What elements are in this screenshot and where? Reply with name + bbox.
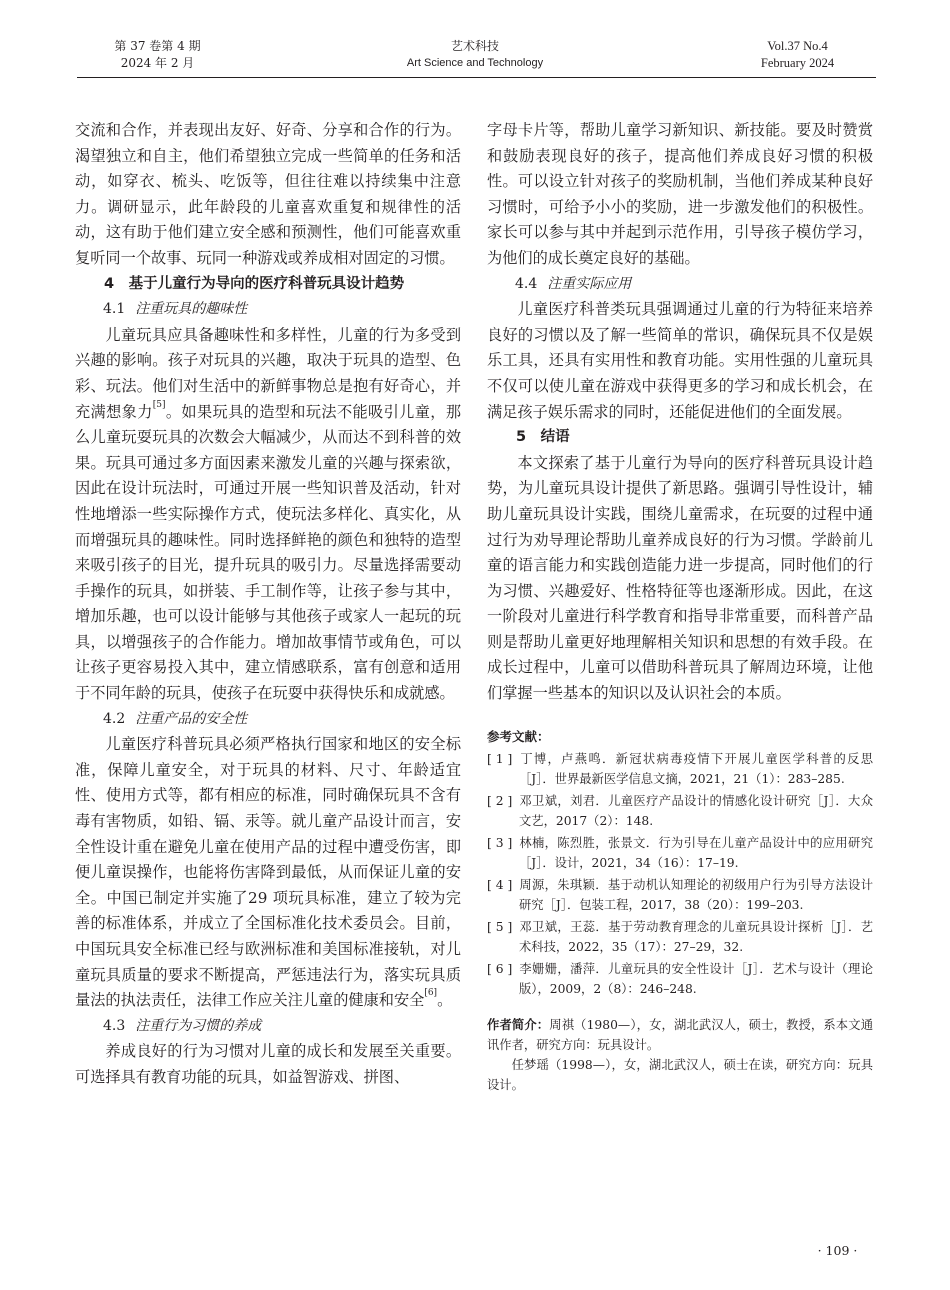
reference-item	[487, 875, 873, 915]
paragraph-text: 儿童医疗科普玩具必须严格执行国家和地区的安全标准，保障儿童安全，对于玩具的材料、尺寸、年龄适宜性、使用方式等，都有相应的标准，同时确保玩具不含有毒有害物质，如铅、镉、汞等。就儿童产品设计而言，安全性设计重在避免儿童在使用产品的过程中遭受伤害，即便儿童误操作，也能将伤害降到最低，从而保证儿童的安全。中国已制定并实施了29 项玩具标准，建立了较为完善的标准体系，并成立了全国标准化技术委员会。目前，中国玩具安全标准已经与欧洲标准和美国标准接轨，对儿童玩具质量的要求不断提高，严惩违法行为，落实玩具质量法的执法责任，法律工作应关注儿童的健康和安全	[75, 735, 461, 1010]
reference-index: [ 6 ]	[487, 961, 513, 976]
reference-item	[487, 749, 873, 789]
page-number: · 109 ·	[817, 1243, 858, 1258]
reference-item	[487, 791, 873, 831]
header-issue	[100, 38, 215, 72]
header-volume: 第 37 卷第 4 期	[114, 39, 201, 53]
citation: [5]	[152, 399, 166, 410]
reference-index: [ 4 ]	[487, 877, 513, 892]
reference-index: [ 1 ]	[487, 751, 513, 766]
reference-text: 李姗姗，潘萍．儿童玩具的安全性设计［J］．艺术与设计（理论版），2009，2（8）：246–248.	[519, 961, 873, 996]
reference-list	[487, 749, 873, 999]
header-date-cn: 2024 年 2 月	[120, 56, 195, 70]
subsection-number: 4.4	[515, 275, 538, 292]
right-column	[487, 118, 873, 1095]
subsection-heading-4-3	[75, 1014, 461, 1040]
subsection-heading-4-2	[75, 707, 461, 733]
subsection-title: 注重行为习惯的养成	[135, 1017, 262, 1034]
reference-text: 邓卫斌，王蕊．基于劳动教育理念的儿童玩具设计探析［J］．艺术科技，2022，35（17）：27–29，32.	[519, 919, 873, 954]
header-rule	[77, 77, 876, 78]
reference-index: [ 5 ]	[487, 919, 513, 934]
left-column	[75, 118, 461, 1091]
section-heading-5: 5 结语	[516, 429, 570, 446]
header-issue-en	[740, 38, 855, 72]
author-1: 周祺（1980—），女，湖北武汉人，硕士，教授，系本文通讯作者，研究方向：玩具设计。	[487, 1017, 873, 1052]
paragraph	[75, 732, 461, 1014]
subsection-heading-4-1	[75, 297, 461, 323]
reference-item	[487, 833, 873, 873]
subsection-title: 注重实际应用	[547, 275, 632, 292]
header-journal-cn: 艺术科技	[450, 39, 499, 53]
reference-item	[487, 917, 873, 957]
subsection-heading-4-4	[487, 272, 873, 298]
author-2: 任梦瑶（1998—），女，湖北武汉人，硕士在读，研究方向：玩具设计。	[487, 1057, 873, 1092]
subsection-number: 4.1	[103, 301, 126, 318]
reference-index: [ 3 ]	[487, 835, 513, 850]
author-label: 作者简介：	[487, 1017, 550, 1032]
paragraph	[75, 323, 461, 707]
reference-item	[487, 959, 873, 999]
reference-index: [ 2 ]	[487, 793, 513, 808]
header-journal-en: Art Science and Technology	[406, 57, 544, 69]
references-title: 参考文献：	[487, 728, 550, 744]
header-journal	[395, 38, 555, 72]
paragraph: 字母卡片等，帮助儿童学习新知识、新技能。要及时赞赏和鼓励表现良好的孩子，提高他们养成良好习惯的积极性。可以设立针对孩子的奖励机制，当他们养成某种良好习惯时，可给予小小的奖励，进一步激发他们的积极性。家长可以参与其中并起到示范作用，引导孩子模仿学习，为他们的成长奠定良好的基础。	[487, 121, 873, 267]
paragraph: 儿童医疗科普类玩具强调通过儿童的行为特征来培养良好的习惯以及了解一些简单的常识，确保玩具不仅是娱乐工具，还具有实用性和教育功能。实用性强的儿童玩具不仅可以使儿童在游戏中获得更多的学习和成长机会，在满足孩子娱乐需求的同时，还能促进他们的全面发展。	[487, 300, 873, 421]
paragraph-text: 。如果玩具的造型和玩法不能吸引儿童，那么儿童玩耍玩具的次数会大幅减少，从而达不到科普的效果。玩具可通过多方面因素来激发儿童的兴趣与探索欲，因此在设计玩法时，可通过开展一些知识普及活动，针对性地增添一些实际操作方式，使玩法多样化、真实化，从而增强玩具的趣味性。同时选择鲜艳的颜色和独特的造型来吸引孩子的目光，提升玩具的吸引力。尽量选择需要动手操作的玩具，如拼装、手工制作等，让孩子参与其中，增加乐趣，也可以设计能够与其他孩子或家人一起玩的玩具，以增强孩子的合作能力。增加故事情节或角色，可以让孩子更容易投入其中，建立情感联系，富有创意和适用于不同年龄的玩具，使孩子在玩耍中获得快乐和成就感。	[75, 402, 462, 703]
paragraph: 养成良好的行为习惯对儿童的成长和发展至关重要。可选择具有教育功能的玩具，如益智游戏、拼图、	[75, 1042, 461, 1086]
subsection-title: 注重产品的安全性	[135, 710, 248, 727]
paragraph: 交流和合作，并表现出友好、好奇、分享和合作的行为。渴望独立和自主，他们希望独立完成一些简单的任务和活动，如穿衣、梳头、吃饭等，但往往难以持续集中注意力。调研显示，此年龄段的儿童喜欢重复和规律性的活动，这有助于他们建立安全感和预测性，他们可能喜欢重复听同一个故事、玩同一种游戏或养成相对固定的习惯。	[75, 121, 461, 267]
reference-text: 邓卫斌，刘君．儿童医疗产品设计的情感化设计研究［J］．大众文艺，2017（2）：148.	[519, 793, 873, 828]
citation: [6]	[424, 988, 438, 999]
subsection-title: 注重玩具的趣味性	[135, 301, 248, 318]
reference-text: 周源，朱琪颖．基于动机认知理论的初级用户行为引导方法设计研究［J］．包装工程，2017，38（20）：199–203.	[519, 877, 873, 912]
section-heading-4: 4 基于儿童行为导向的医疗科普玩具设计趋势	[104, 275, 405, 292]
header-date-en: February 2024	[760, 56, 835, 70]
header-volume-en: Vol.37 No.4	[767, 39, 828, 53]
subsection-number: 4.3	[103, 1017, 126, 1034]
subsection-number: 4.2	[103, 710, 126, 727]
paragraph: 本文探索了基于儿童行为导向的医疗科普玩具设计趋势，为儿童玩具设计提供了新思路。强调引导性设计，辅助儿童玩具设计实践，围绕儿童需求，在玩耍的过程中通过行为劝导理论帮助儿童养成良好的行为习惯。学龄前儿童的语言能力和实践创造能力进一步提高，同时他们的行为习惯、兴趣爱好、性格特征等也逐渐形成。因此，在这一阶段对儿童进行科学教育和指导非常重要，而科普产品则是帮助儿童更好地理解相关知识和思想的有效手段。在成长过程中，儿童可以借助科普玩具了解周边环境，让他们掌握一些基本的知识以及认识社会的本质。	[487, 453, 873, 703]
author-bio	[487, 1015, 873, 1055]
paragraph-text: 儿童玩具应具备趣味性和多样性，儿童的行为多受到兴趣的影响。孩子对玩具的兴趣，取决于玩具的造型、色彩、玩法。他们对生活中的新鲜事物总是抱有好奇心，并充满想象力	[75, 325, 461, 421]
reference-text: 林楠，陈烈胜，张景文．行为引导在儿童产品设计中的应用研究［J］．设计，2021，34（16）：17–19.	[519, 835, 873, 870]
paragraph-text: 。	[437, 991, 453, 1010]
reference-text: 丁博，卢燕鸣．新冠状病毒疫情下开展儿童医学科普的反思［J］．世界最新医学信息文摘，2021，21（1）：283–285.	[519, 751, 873, 786]
